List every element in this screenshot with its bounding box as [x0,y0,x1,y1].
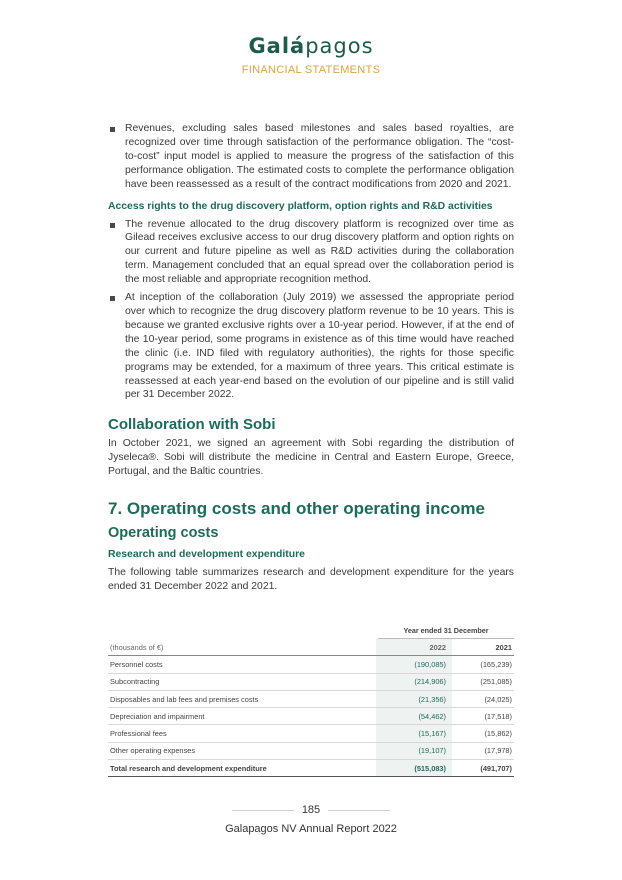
year-ended-header: Year ended 31 December [378,626,514,639]
logo-regular-part: pagos [305,34,374,58]
row-value-2022: (21,356) [376,690,452,707]
table-header-row [108,639,514,656]
row-value-2022: (19,107) [376,742,452,759]
col-2022-header: 2022 [376,639,452,656]
bullet-list-top [108,122,514,192]
table-row [108,708,514,725]
footer-rule-right [328,810,390,811]
section-title: FINANCIAL STATEMENTS [241,64,381,76]
col-2021-header: 2021 [452,639,514,656]
page-header [0,34,622,76]
total-value-2021: (491,707) [452,760,514,777]
bullet-inception: At inception of the collaboration (July 2019) we assessed the appropriate period over which to recognize the drug discovery platform revenue to be 10 years. This is because we granted exclusive rights over a 10-year period. However, if at the end of the 10-year period, some programs in existence as of this time would have reached the clinic (i.e. IND filed with regulatory authorities), the rights for those specific programs may be extended, for a maximum of three years. This critical estimate is reassessed at each year-end based on the evolution of our pipeline and is still valid per 31 December 2022. [108,291,514,402]
row-value-2021: (251,085) [452,673,514,690]
sobi-paragraph: In October 2021, we signed an agreement with Sobi regarding the distribution of Jyseleca®. Sobi will distribute the medicine in Central and Eastern Europe, Greece, Portugal, and the Baltic countries. [108,438,514,478]
rd-expenditure-table [108,626,514,777]
row-value-2021: (17,978) [452,742,514,759]
row-value-2021: (15,862) [452,725,514,742]
row-value-2021: (24,025) [452,690,514,707]
row-label: Other operating expenses [108,742,376,759]
rd-expenditure-paragraph: The following table summarizes research and development expenditure for the years ended 31 December 2022 and 2021. [108,567,514,592]
bullet-list-access-rights [108,218,514,403]
row-value-2021: (165,239) [452,656,514,673]
row-value-2022: (190,085) [376,656,452,673]
access-rights-heading: Access rights to the drug discovery platform, option rights and R&D activities [108,200,493,212]
page-footer [0,804,622,835]
bullet-revenues: Revenues, excluding sales based milestones and sales based royalties, are recognized over time through satisfaction of the performance obligation. The “cost-to-cost” input model is applied to measure the progress of the satisfaction of this performance obligation. The estimated costs to complete the performance obligation have been reassessed as a result of the contract modifications from 2020 and 2021. [108,122,514,192]
row-value-2022: (54,462) [376,708,452,725]
main-content [108,122,514,594]
bullet-platform-revenue: The revenue allocated to the drug discovery platform is recognized over time as Gilead receives exclusive access to our drug discovery platform and option rights on our current and future pipeline as well as R&D activities during the collaboration term. Management concluded that an equal spread over the collaboration period is the most reliable and appropriate recognition method. [108,218,514,288]
row-value-2021: (17,518) [452,708,514,725]
footer-rule-left [232,810,294,811]
table-row [108,742,514,759]
page-number-line [0,804,622,816]
rd-table [108,639,514,777]
row-label: Depreciation and impairment [108,708,376,725]
operating-costs-heading: Operating costs [108,525,219,542]
table-row [108,673,514,690]
row-label: Disposables and lab fees and premises costs [108,690,376,707]
table-row [108,656,514,673]
unit-label: (thousands of €) [108,639,376,656]
logo-bold-part: Galá [248,34,306,58]
total-value-2022: (515,083) [376,760,452,777]
table-total-row [108,760,514,777]
row-value-2022: (15,167) [376,725,452,742]
section-7-heading: 7. Operating costs and other operating income [108,499,485,519]
page-number: 185 [301,804,321,816]
galapagos-logo [0,34,622,58]
rd-expenditure-heading: Research and development expenditure [108,549,305,561]
row-value-2022: (214,906) [376,673,452,690]
table-row [108,725,514,742]
row-label: Professional fees [108,725,376,742]
table-row [108,690,514,707]
total-label: Total research and development expenditure [108,760,376,777]
report-title: Galapagos NV Annual Report 2022 [225,823,397,835]
sobi-heading: Collaboration with Sobi [108,416,276,434]
row-label: Personnel costs [108,656,376,673]
row-label: Subcontracting [108,673,376,690]
